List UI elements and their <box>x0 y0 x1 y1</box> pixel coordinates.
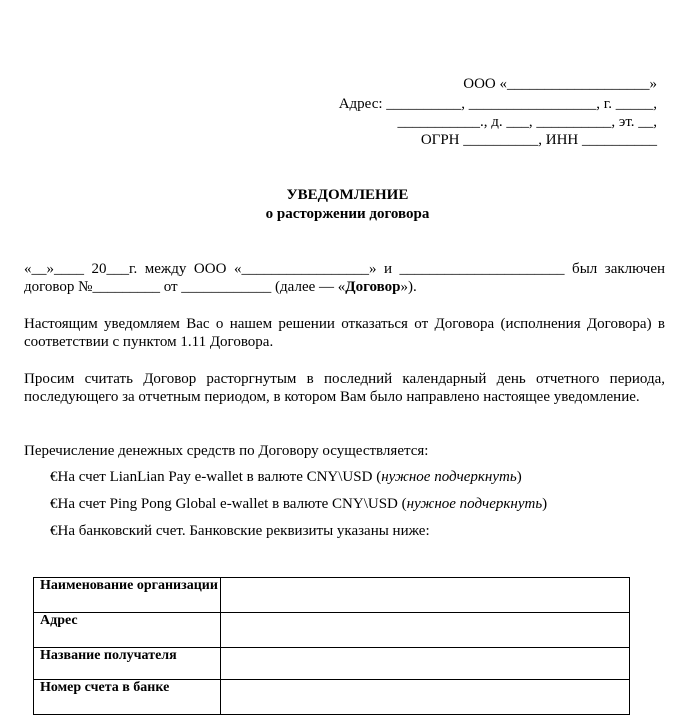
payment-heading: Перечисление денежных средств по Договору осуществляется: <box>24 443 429 459</box>
document-subtitle: о расторжении договора <box>265 206 430 222</box>
payment-option-pingpong <box>50 495 547 513</box>
table-row <box>34 648 630 680</box>
payment-option-note: нужное подчеркнуть <box>406 496 543 512</box>
table-label-cell: Адрес <box>34 613 221 648</box>
payment-option-text: €На банковский счет. Банковские реквизиты указаны ниже: <box>50 523 430 539</box>
bank-details-table <box>33 577 630 715</box>
payment-option-text: €На счет LianLian Pay e-wallet в валюте CNY\USD ( <box>50 469 382 485</box>
table-value-cell <box>221 680 630 715</box>
table-value-cell <box>221 648 630 680</box>
intro-line-2 <box>24 278 665 296</box>
payment-option-bank <box>50 522 430 540</box>
address-line-1: Адрес: __________, _________________, г. _____, <box>338 96 657 112</box>
payment-option-note: нужное подчеркнуть <box>381 469 517 485</box>
intro-line-2-prefix: договор №_________ от ____________ (далее — « <box>24 279 346 295</box>
table-row <box>34 680 630 715</box>
table-row <box>34 578 630 613</box>
company-name: ООО «___________________» <box>463 76 657 92</box>
address-line-2: ___________., д. ___, __________, эт. __, <box>397 114 657 130</box>
request-paragraph: Просим считать Договор расторгнутым в последний календарный день отчетного периода, последующего за отчетным периодом, в котором Вам было направлено настоящее уведомление. <box>24 371 665 405</box>
document-title: УВЕДОМЛЕНИЕ <box>286 187 409 203</box>
payment-option-close: ) <box>516 469 522 485</box>
intro-paragraph <box>24 260 665 296</box>
payment-option-lianlian <box>50 468 522 486</box>
payment-option-text: €На счет Ping Pong Global e-wallet в валюте CNY\USD ( <box>50 496 407 512</box>
table-label-cell: Номер счета в банке <box>34 680 221 715</box>
table-value-cell <box>221 578 630 613</box>
payment-option-close: ) <box>542 496 548 512</box>
notice-paragraph: Настоящим уведомляем Вас о нашем решении отказаться от Договора (исполнения Договора) в соответствии с пунктом 1.11 Договора. <box>24 316 665 350</box>
table-row <box>34 613 630 648</box>
table-label-cell: Название получателя <box>34 648 221 680</box>
table-value-cell <box>221 613 630 648</box>
intro-line-1: «__»____ 20___г. между ООО «_________________» и ______________________ был заключен <box>24 261 665 277</box>
table-label-cell: Наименование организации <box>34 578 221 613</box>
contract-term: Договор <box>345 279 401 295</box>
intro-line-2-suffix: »). <box>400 279 417 295</box>
ogrn-inn-line: ОГРН __________, ИНН __________ <box>420 132 657 148</box>
